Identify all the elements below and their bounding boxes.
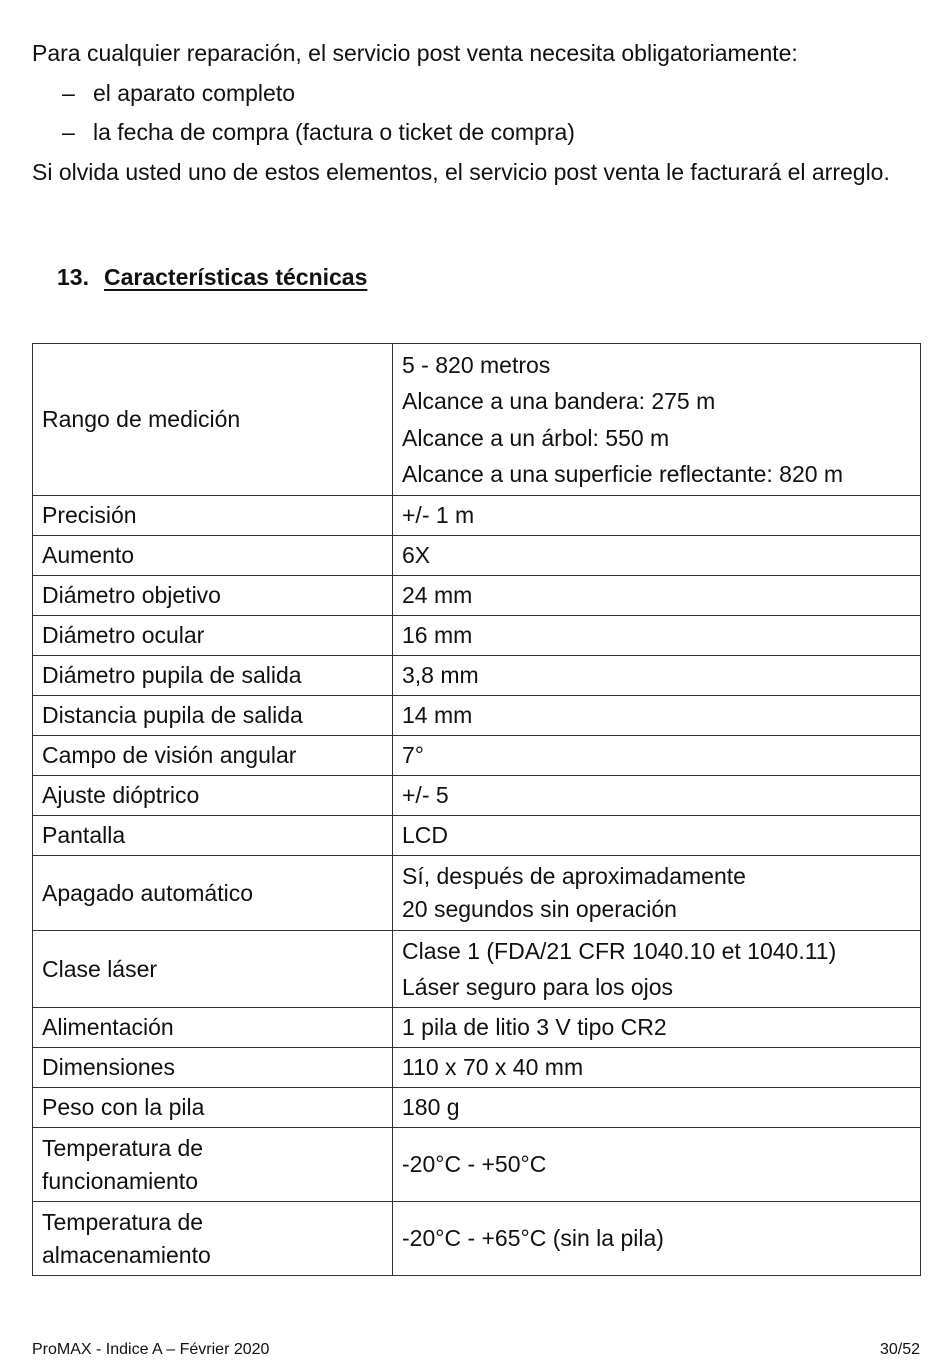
spec-value: -20°C - +50°C — [393, 1128, 921, 1202]
page-number: 30/52 — [879, 1341, 920, 1358]
repair-notice — [32, 34, 919, 192]
spec-label: Pantalla — [33, 816, 393, 856]
footer-document-ref: ProMAX - Indice A – Février 2020 — [32, 1341, 270, 1358]
spec-value: +/- 1 m — [393, 496, 921, 536]
spec-value: 5 - 820 metros Alcance a una bandera: 275 m Alcance a un árbol: 550 m Alcance a una superficie reflectante: 820 m — [393, 344, 921, 496]
dash-icon: – — [62, 119, 75, 145]
spec-label: Diámetro ocular — [33, 616, 393, 656]
spec-label: Ajuste dióptrico — [33, 776, 393, 816]
spec-label: Peso con la pila — [33, 1088, 393, 1128]
spec-label: Diámetro objetivo — [33, 576, 393, 616]
spec-table — [32, 343, 921, 1276]
spec-label: Temperatura de funcionamiento — [33, 1128, 393, 1202]
spec-label: Alimentación — [33, 1008, 393, 1048]
table-row — [33, 856, 921, 931]
spec-label: Precisión — [33, 496, 393, 536]
section-number: 13. — [57, 264, 89, 290]
table-row — [33, 931, 921, 1008]
spec-value: -20°C - +65°C (sin la pila) — [393, 1202, 921, 1276]
table-row — [33, 1088, 921, 1128]
spec-value: 1 pila de litio 3 V tipo CR2 — [393, 1008, 921, 1048]
table-row — [33, 736, 921, 776]
table-row — [33, 1202, 921, 1276]
spec-value: 16 mm — [393, 616, 921, 656]
table-row — [33, 536, 921, 576]
spec-label: Aumento — [33, 536, 393, 576]
spec-label: Apagado automático — [33, 856, 393, 931]
spec-value: 3,8 mm — [393, 656, 921, 696]
spec-label: Rango de medición — [33, 344, 393, 496]
spec-label: Clase láser — [33, 931, 393, 1008]
repair-closing: Si olvida usted uno de estos elementos, el servicio post venta le facturará el arreglo. — [32, 158, 890, 185]
spec-label: Campo de visión angular — [33, 736, 393, 776]
dash-icon: – — [62, 79, 75, 106]
table-row — [33, 616, 921, 656]
table-row — [33, 1128, 921, 1202]
spec-label: Dimensiones — [33, 1048, 393, 1088]
table-row — [33, 1048, 921, 1088]
list-item: – el aparato completo — [32, 74, 919, 114]
spec-value: 14 mm — [393, 696, 921, 736]
table-row — [33, 1008, 921, 1048]
spec-value: LCD — [393, 816, 921, 856]
spec-value: 6X — [393, 536, 921, 576]
table-row — [33, 776, 921, 816]
spec-value: 180 g — [393, 1088, 921, 1128]
table-row — [33, 816, 921, 856]
spec-label: Distancia pupila de salida — [33, 696, 393, 736]
table-row — [33, 576, 921, 616]
spec-value: +/- 5 — [393, 776, 921, 816]
spec-label: Temperatura de almacenamiento — [33, 1202, 393, 1276]
required-items-list — [32, 74, 919, 153]
list-item: – la fecha de compra (factura o ticket de compra) — [32, 113, 919, 153]
table-row — [33, 656, 921, 696]
table-row — [33, 496, 921, 536]
spec-value: Sí, después de aproximadamente 20 segundos sin operación — [393, 856, 921, 931]
table-row — [33, 344, 921, 496]
spec-value: Clase 1 (FDA/21 CFR 1040.10 et 1040.11) Láser seguro para los ojos — [393, 931, 921, 1008]
spec-label: Diámetro pupila de salida — [33, 656, 393, 696]
section-heading — [57, 264, 367, 291]
spec-value: 24 mm — [393, 576, 921, 616]
repair-lead: Para cualquier reparación, el servicio post venta necesita obligatoriamente: — [32, 40, 798, 66]
spec-value: 110 x 70 x 40 mm — [393, 1048, 921, 1088]
spec-value: 7° — [393, 736, 921, 776]
table-row — [33, 696, 921, 736]
section-title: Características técnicas — [104, 264, 368, 290]
